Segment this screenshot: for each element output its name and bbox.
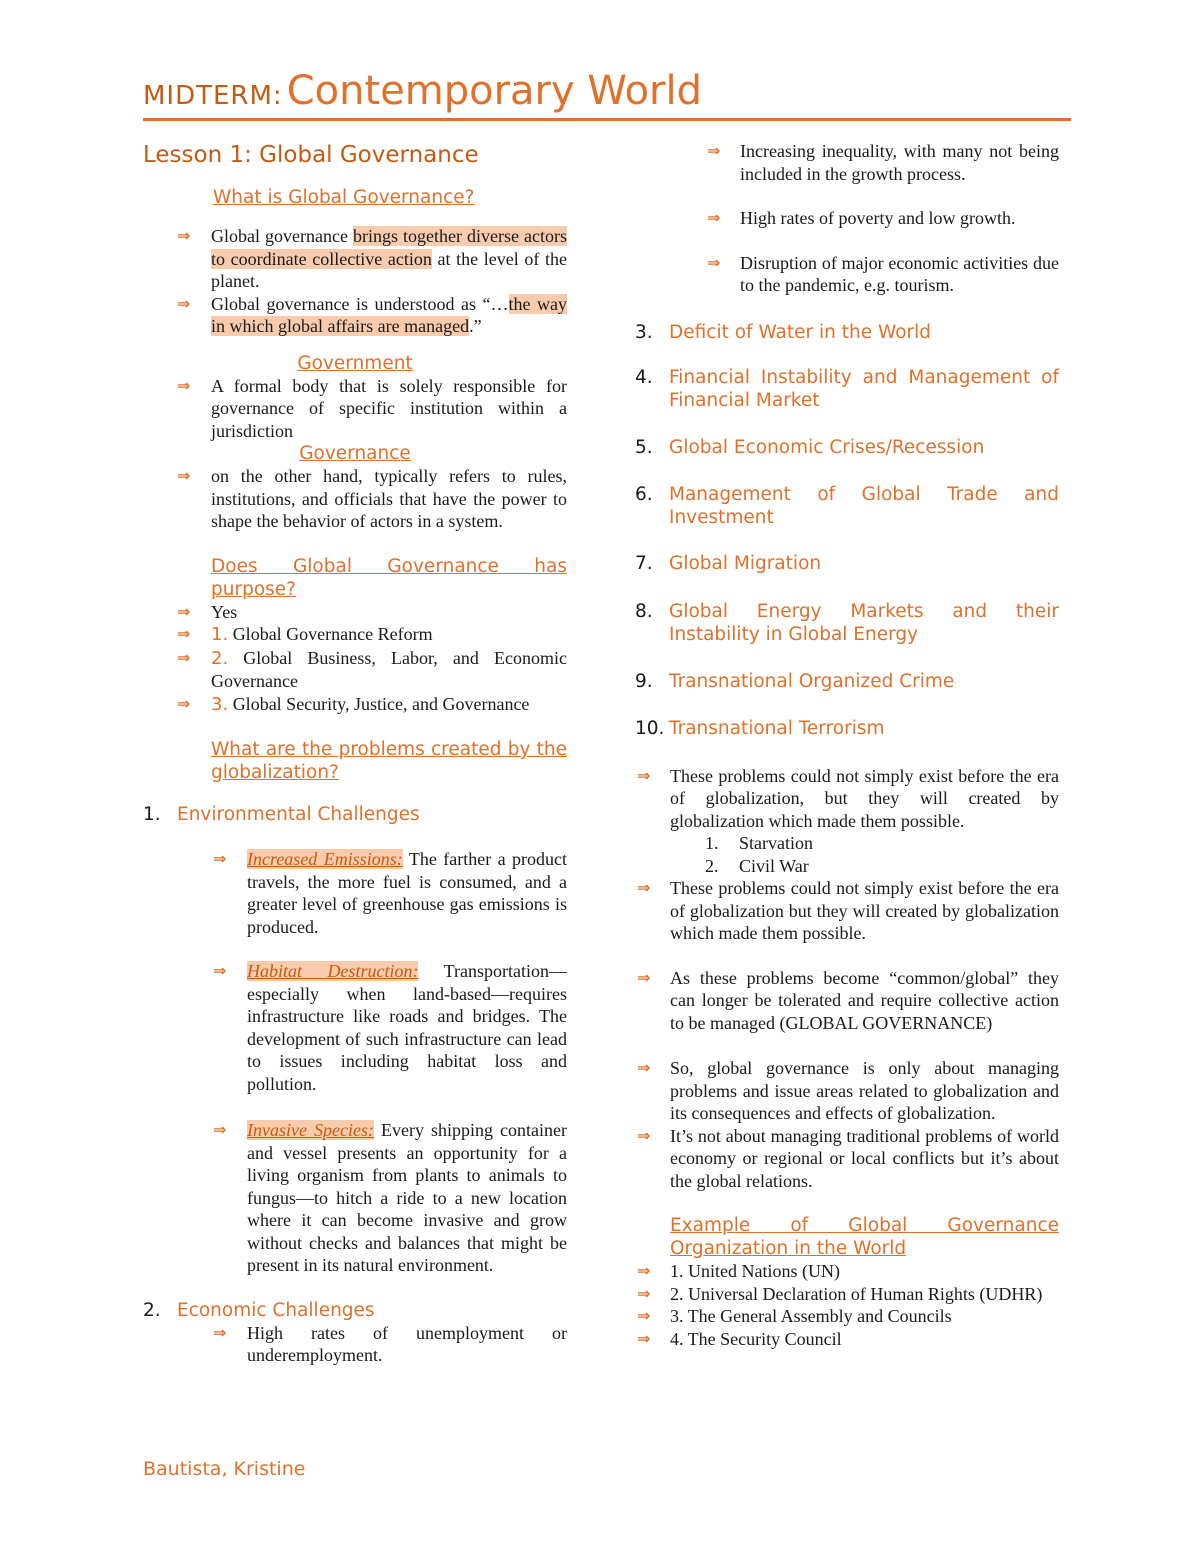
title-divider xyxy=(143,118,1071,121)
arrow-bullet-icon: ⇒ xyxy=(213,1120,227,1139)
government-heading: Government xyxy=(297,352,413,374)
problem-item: 9. Transnational Organized Crime xyxy=(635,670,955,692)
list-item: ⇒ 3. Global Security, Justice, and Governance xyxy=(177,693,530,715)
right-column xyxy=(635,140,1059,1350)
problem-item: 3. Deficit of Water in the World xyxy=(635,321,932,343)
examples-heading: Example of Global Governance Organization in the World xyxy=(670,1215,1059,1259)
title-prefix: MIDTERM: xyxy=(143,81,283,111)
problem-item: 4. Financial Instability and Management of Financial Market xyxy=(635,366,1059,411)
list-item: ⇒ These problems could not simply exist before the era of globalization, but they will created by globalization which made them possible. xyxy=(637,765,1059,831)
list-item: ⇒ High rates of unemployment or underemployment. xyxy=(213,1322,567,1365)
problem-item: 5. Global Economic Crises/Recession xyxy=(635,436,985,458)
list-item: ⇒ Global governance is understood as “…the way in which global affairs are managed.” xyxy=(177,293,567,336)
problem-item: 7. Global Migration xyxy=(635,552,822,574)
list-item: ⇒ So, global governance is only about managing problems and issue areas related to globalization and its consequences and effects of globalization. xyxy=(637,1058,1059,1123)
arrow-bullet-icon: ⇒ xyxy=(637,878,651,897)
title-main: Contemporary World xyxy=(286,68,702,114)
arrow-bullet-icon: ⇒ xyxy=(177,293,191,313)
left-column xyxy=(143,140,567,1367)
list-item: ⇒ 2. Universal Declaration of Human Rights (UDHR) xyxy=(637,1283,1043,1304)
list-item: ⇒ As these problems become “common/global” they can longer be tolerated and require collective action to be managed (GLOBAL GOVERNANCE) xyxy=(637,967,1059,1033)
sub-list xyxy=(635,832,1059,877)
list-item: ⇒ Disruption of major economic activities due to the pandemic, e.g. tourism. xyxy=(707,252,1059,295)
problem-item: 10. Transnational Terrorism xyxy=(635,717,885,739)
sub-list-item: 1. Starvation xyxy=(705,833,813,853)
arrow-bullet-icon: ⇒ xyxy=(637,1328,651,1348)
governance-heading: Governance xyxy=(299,443,411,464)
list-item: ⇒ Increasing inequality, with many not being included in the growth process. xyxy=(707,141,1059,184)
problems-heading: What are the problems created by the globalization? xyxy=(211,739,567,783)
arrow-bullet-icon: ⇒ xyxy=(177,375,191,395)
list-item: ⇒ 1. Global Governance Reform xyxy=(177,624,433,645)
list-item: ⇒ A formal body that is solely responsible for governance of specific institution within a jurisdiction xyxy=(177,375,567,441)
problem-item: 2. Economic Challenges xyxy=(143,1299,375,1321)
list-item: ⇒ It’s not about managing traditional problems of world economy or regional or local conflicts but it’s about the global relations. xyxy=(637,1125,1059,1191)
list-item: ⇒ Yes xyxy=(177,601,238,622)
arrow-bullet-icon: ⇒ xyxy=(177,647,191,667)
problem-item: 6. Management of Global Trade and Investment xyxy=(635,483,1059,528)
list-item: ⇒ 1. United Nations (UN) xyxy=(637,1261,840,1281)
highlight-text: brings together diverse actors to coordinate collective action xyxy=(211,226,567,269)
list-item: ⇒ Global governance brings together diverse actors to coordinate collective action at the level of the planet. xyxy=(177,226,568,291)
list-item: ⇒ on the other hand, typically refers to rules, institutions, and officials that have the power to shape the behavior of actors in a system. xyxy=(177,466,567,531)
highlight-text: the way in which global affairs are managed xyxy=(211,293,567,336)
problem-item: 8. Global Energy Markets and their Instability in Global Energy xyxy=(635,600,1059,645)
arrow-bullet-icon: ⇒ xyxy=(637,1261,651,1280)
arrow-bullet-icon: ⇒ xyxy=(177,226,191,245)
arrow-bullet-icon: ⇒ xyxy=(637,1306,651,1325)
arrow-bullet-icon: ⇒ xyxy=(213,849,227,868)
arrow-bullet-icon: ⇒ xyxy=(637,765,651,785)
arrow-bullet-icon: ⇒ xyxy=(637,967,651,987)
author-footer: Bautista, Kristine xyxy=(143,1458,306,1480)
arrow-bullet-icon: ⇒ xyxy=(177,624,191,643)
list-item: ⇒ 4. The Security Council xyxy=(637,1328,842,1349)
arrow-bullet-icon: ⇒ xyxy=(637,1125,651,1145)
list-item: ⇒ These problems could not simply exist before the era of globalization but they will created by globalization which made them possible. xyxy=(637,878,1059,943)
arrow-bullet-icon: ⇒ xyxy=(213,961,227,980)
arrow-bullet-icon: ⇒ xyxy=(707,141,721,160)
arrow-bullet-icon: ⇒ xyxy=(177,601,191,621)
purpose-heading: Does Global Governance has purpose? xyxy=(211,555,567,600)
list-item: ⇒ Increased Emissions: The farther a product travels, the more fuel is consumed, and a greater level of greenhouse gas emissions is produced. xyxy=(213,849,567,937)
arrow-bullet-icon: ⇒ xyxy=(177,466,191,485)
sub-list-item: 2. Civil War xyxy=(705,855,809,876)
lesson-heading: Lesson 1: Global Governance xyxy=(143,142,479,168)
document-title xyxy=(143,68,702,114)
problem-item: 1. Environmental Challenges xyxy=(143,804,420,825)
arrow-bullet-icon: ⇒ xyxy=(707,252,721,272)
arrow-bullet-icon: ⇒ xyxy=(707,208,721,227)
what-is-heading: What is Global Governance? xyxy=(213,187,475,208)
arrow-bullet-icon: ⇒ xyxy=(637,1283,651,1303)
arrow-bullet-icon: ⇒ xyxy=(637,1058,651,1077)
arrow-bullet-icon: ⇒ xyxy=(177,693,191,713)
arrow-bullet-icon: ⇒ xyxy=(213,1322,227,1342)
list-item: ⇒ High rates of poverty and low growth. xyxy=(707,208,1016,228)
list-item: ⇒ Invasive Species: Every shipping container and vessel presents an opportunity for a living organism from plants to animals to fungus—to hitch a ride to a new location where it can become invasive and grow without checks and balances that might be present in its natural environment. xyxy=(213,1120,567,1275)
list-item: ⇒ 2. Global Business, Labor, and Economic Governance xyxy=(177,647,567,691)
list-item: ⇒ Habitat Destruction: Transportation—especially when land-based—requires infrastructure like roads and bridges. The development of such infrastructure can lead to issues including habitat loss and pollution. xyxy=(213,961,567,1094)
list-item: ⇒ 3. The General Assembly and Councils xyxy=(637,1306,952,1326)
